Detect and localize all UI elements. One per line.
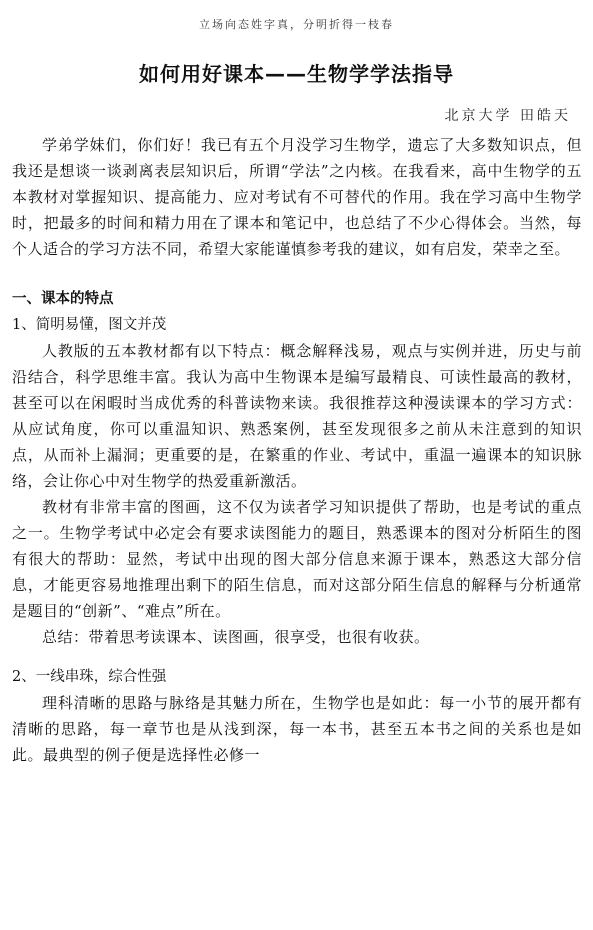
summary-paragraph: 总结：带着思考读课本、读图画，很享受，也很有收获。 [42,628,430,646]
intro-paragraph: 学弟学妹们，你们好！我已有五个月没学习生物学，遗忘了大多数知识点，但我还是想谈一谈剥离表层知识后，所谓“学法”之内核。在我看来，高中生物学的五本教材对掌握知识、提高能力、应对考试有不可替代的作用。我在学习高中生物学时，把最多的时间和精力用在了课本和笔记中，也总结了不少心得体会。当然，每个人适合的学习方法不同，希望大家能谨慎参考我的建议，如有启发，荣幸之至。 [12,136,582,258]
body-paragraph: 人教版的五本教材都有以下特点：概念解释浅易，观点与实例并进，历史与前沿结合，科学思维丰富。我认为高中生物课本是编写最精良、可读性最高的教材，甚至可以在闲暇时当成优秀的科普读物来读。我很推荐这种漫读课本的学习方式：从应试角度，你可以重温知识、熟悉案例，甚至发现很多之前从未注意到的知识点，从而补上漏洞；更重要的是，在繁重的作业、考试中，重温一遍课本的知识脉络，会让你心中对生物学的热爱重新激活。 [12,342,582,490]
document-body [12,132,582,768]
body-paragraph: 教材有非常丰富的图画，这不仅为读者学习知识提供了帮助，也是考试的重点之一。生物学考试中必定会有要求读图能力的题目，熟悉课本的图对分析陌生的图有很大的帮助：显然，考试中出现的图大部分信息来源于课本，熟悉这大部分信息，才能更容易地推理出剩下的陌生信息，而对这部分陌生信息的解释与分析通常是题目的“创新”、“难点”所在。 [12,498,582,620]
header-quote: 立场向态姓字真，分明折得一枝春 [199,18,394,31]
section-heading: 一、课本的特点 [12,291,114,307]
page-title: 如何用好课本——生物学学法指导 [139,62,454,86]
body-paragraph: 理科清晰的思路与脉络是其魅力所在，生物学也是如此：每一小节的展开都有清晰的思路，每一章节也是从浅到深，每一本书，甚至五本书之间的关系也是如此。最典型的例子便是选择性必修一 [12,694,582,764]
subsection-heading: 2、一线串珠，综合性强 [12,669,167,685]
author-byline: 北京大学 田皓天 [444,108,571,124]
subsection-heading: 1、简明易懂，图文并茂 [12,317,167,333]
